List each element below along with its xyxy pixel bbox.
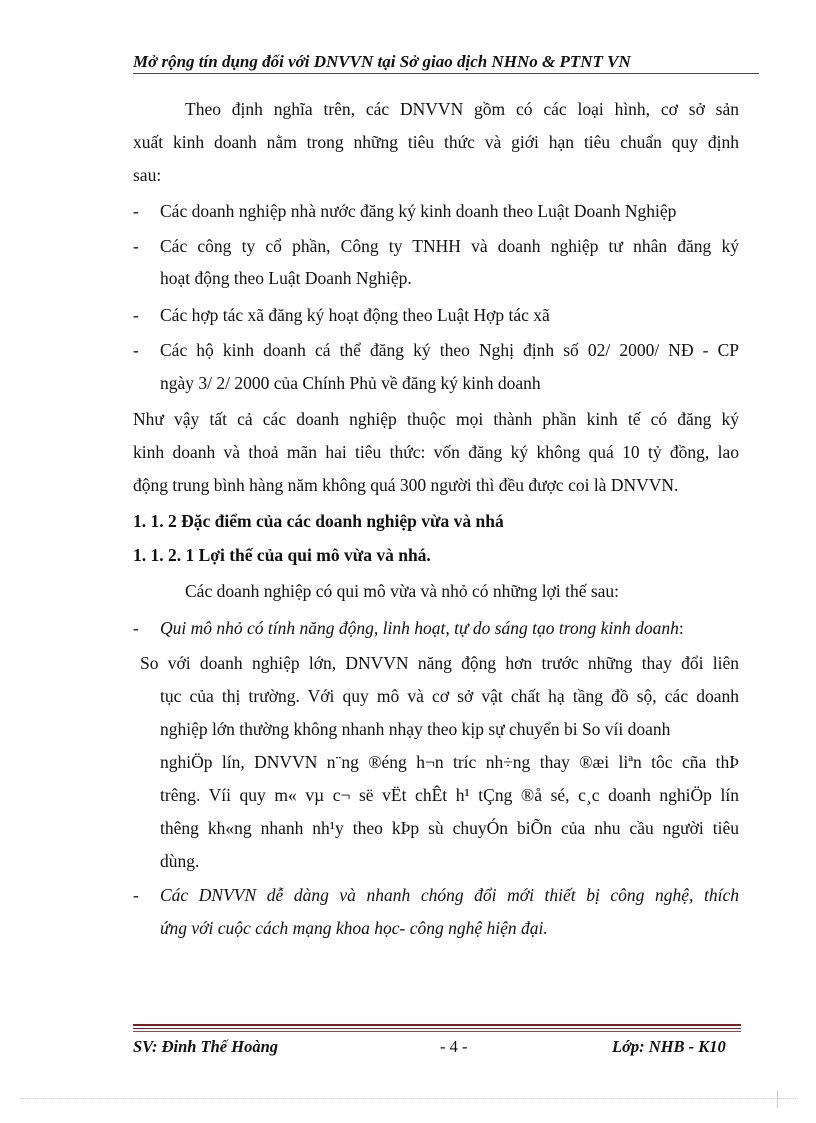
subsection-heading: 1. 1. 2. 1 Lợi thế của qui mô vừa và nhá.: [133, 545, 431, 565]
footer-rule: [133, 1024, 741, 1026]
bullet-dash: -: [133, 201, 139, 221]
paragraph-line: dùng.: [160, 851, 200, 871]
bullet-item-continuation: hoạt động theo Luật Doanh Nghiệp.: [160, 268, 412, 288]
italic-bullet-item: [160, 617, 739, 639]
footer-author: SV: Đinh Thế Hoàng: [133, 1037, 279, 1056]
footer-rule: [133, 1028, 741, 1029]
paragraph-line-garbled: nghiÖp lín, DNVVN n¨ng ®éng h¬n tríc nh÷ng thay ®æi liªn tôc cña thÞ: [160, 752, 739, 772]
paragraph-line: Như vậy tất cả các doanh nghiệp thuộc mọi thành phần kinh tế có đăng ký: [133, 409, 739, 429]
header-rule: [133, 73, 759, 74]
paragraph-line: sau:: [133, 165, 162, 185]
section-heading: 1. 1. 2 Đặc điểm của các doanh nghiệp vừa và nhá: [133, 511, 504, 531]
paragraph-line-garbled: trêng. Víi quy m« vµ c¬ së vËt chÊt h¹ tÇng ®å sé, c¸c doanh nghiÖp lín: [160, 785, 739, 805]
paragraph-line: Các doanh nghiệp có qui mô vừa và nhỏ có những lợi thế sau:: [185, 581, 620, 601]
page-corner-mark: [777, 1090, 788, 1108]
bullet-dash: -: [133, 236, 139, 256]
paragraph-line-garbled: thêng kh«ng nhanh nh¹y theo kÞp sù chuyÓn biÕn của nhu cầu người tiêu: [160, 818, 739, 838]
page-number: - 4 -: [440, 1037, 468, 1056]
paragraph-line: xuất kinh doanh nằm trong những tiêu thức và giới hạn tiêu chuẩn quy định: [133, 132, 739, 152]
italic-bullet-item: Các DNVVN dễ dàng và nhanh chóng đổi mới thiết bị công nghệ, thích: [160, 885, 739, 905]
bullet-item: Các công ty cổ phần, Công ty TNHH và doanh nghiệp tư nhân đăng ký: [160, 236, 739, 256]
italic-text: Qui mô nhỏ có tính năng động, linh hoạt, tự do sáng tạo trong kinh doanh: [160, 618, 679, 638]
bullet-dash: -: [133, 618, 139, 638]
colon: :: [678, 618, 684, 638]
page-boundary: [20, 1098, 796, 1099]
paragraph-line: kinh doanh và thoả mãn hai tiêu thức: vốn đăng ký không quá 10 tỷ đồng, lao: [133, 442, 739, 462]
footer-rule: [133, 1031, 741, 1032]
bullet-dash: -: [133, 885, 139, 905]
paragraph-line: nghiệp lớn thường không nhanh nhạy theo kịp sự chuyển bi So víi doanh: [160, 719, 671, 739]
paragraph-line: So với doanh nghiệp lớn, DNVVN năng động hơn trước những thay đổi liên: [140, 653, 739, 673]
paragraph-line: tục của thị trường. Với quy mô và cơ sở vật chất hạ tầng đồ sộ, các doanh: [160, 686, 739, 706]
bullet-item: Các hợp tác xã đăng ký hoạt động theo Luật Hợp tác xã: [160, 305, 550, 325]
bullet-dash: -: [133, 340, 139, 360]
footer-class: Lớp: NHB - K10: [612, 1037, 726, 1056]
running-header: Mở rộng tín dụng đối với DNVVN tại Sở giao dịch NHNo & PTNT VN: [133, 52, 631, 71]
bullet-item-continuation: ngày 3/ 2/ 2000 của Chính Phủ về đăng ký kinh doanh: [160, 373, 541, 393]
bullet-dash: -: [133, 305, 139, 325]
paragraph-line: động trung bình hàng năm không quá 300 người thì đều được coi là DNVVN.: [133, 475, 679, 495]
bullet-item: Các doanh nghiệp nhà nước đăng ký kinh doanh theo Luật Doanh Nghiệp: [160, 201, 677, 221]
paragraph-line: Theo định nghĩa trên, các DNVVN gồm có các loại hình, cơ sở sản: [185, 99, 739, 119]
italic-bullet-continuation: ứng với cuộc cách mạng khoa học- công nghệ hiện đại.: [160, 918, 548, 938]
bullet-item: Các hộ kinh doanh cá thể đăng ký theo Nghị định số 02/ 2000/ NĐ - CP: [160, 340, 739, 360]
